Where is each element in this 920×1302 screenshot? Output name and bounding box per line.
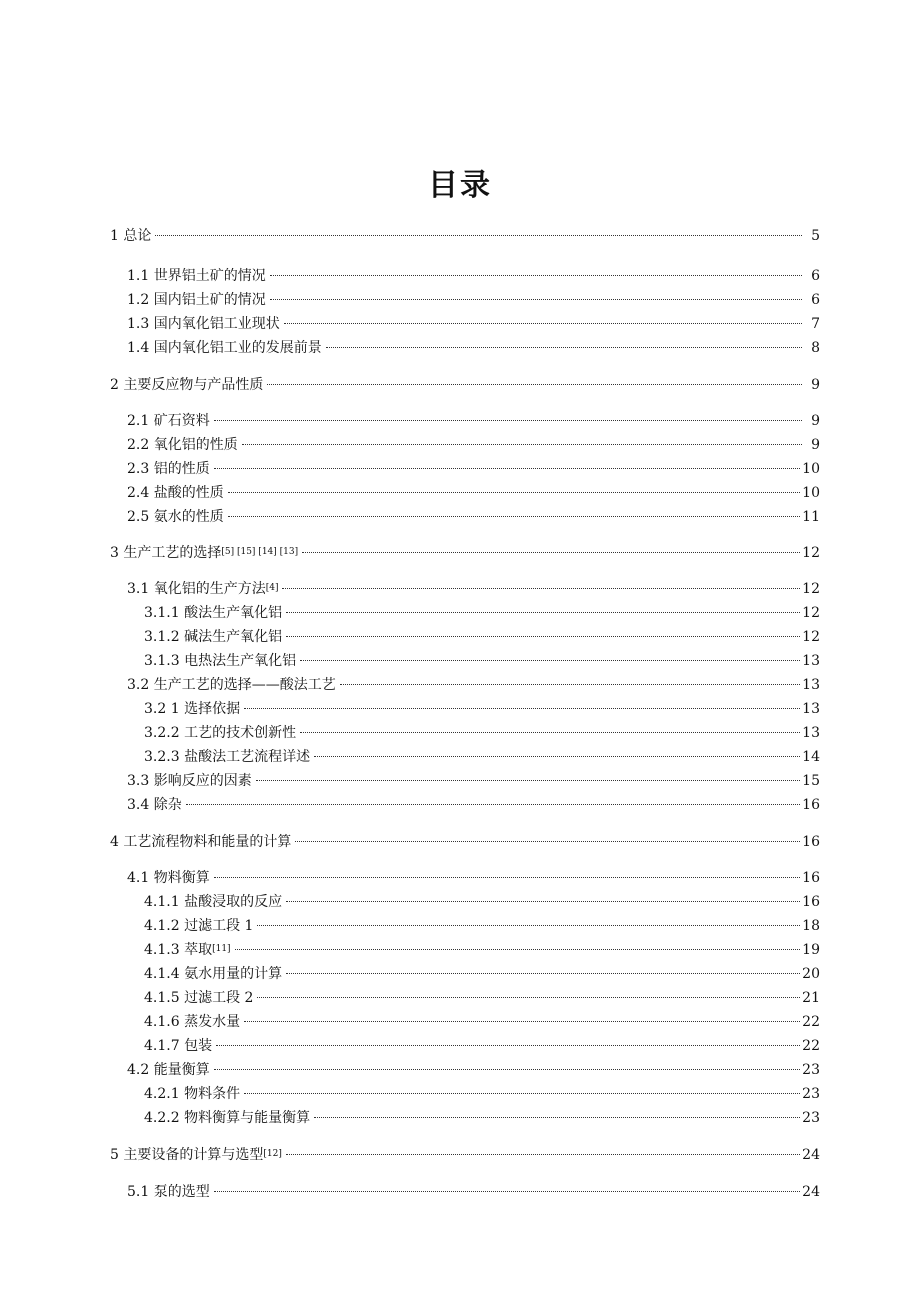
- toc-entry[interactable]: [144, 725, 820, 741]
- toc-entry-title: 2.3 铝的性质: [127, 461, 210, 477]
- toc-entry[interactable]: [127, 677, 820, 693]
- toc-dot-leader: [295, 841, 800, 842]
- toc-entry-page-number: 22: [802, 1014, 820, 1030]
- toc-dot-leader: [214, 1191, 800, 1192]
- toc-dot-leader: [284, 323, 802, 324]
- toc-dot-leader: [214, 420, 802, 421]
- toc-dot-leader: [267, 384, 802, 385]
- toc-entry-citation: [12]: [263, 1149, 282, 1159]
- toc-entry-page-number: 9: [811, 413, 820, 429]
- toc-entry-title: 2 主要反应物与产品性质: [110, 377, 264, 393]
- toc-entry[interactable]: [127, 1062, 820, 1078]
- toc-entry-title: 3.4 除杂: [127, 797, 182, 813]
- toc-entry-page-number: 13: [802, 725, 820, 741]
- toc-entry-title: 3.1.1 酸法生产氧化铝: [144, 605, 283, 621]
- toc-entry-title: 2.2 氧化铝的性质: [127, 437, 238, 453]
- toc-entry[interactable]: [127, 340, 820, 356]
- toc-dot-leader: [214, 468, 800, 469]
- toc-entry-title: 4.1 物料衡算: [127, 870, 210, 886]
- toc-entry-title: 4.1.2 过滤工段 1: [144, 918, 254, 934]
- toc-dot-leader: [257, 997, 800, 998]
- toc-entry-page-number: 18: [802, 918, 820, 934]
- toc-entry-title: 3 生产工艺的选择: [110, 545, 222, 561]
- toc-dot-leader: [302, 552, 800, 553]
- toc-entry-title: 3.2.2 工艺的技术创新性: [144, 725, 297, 741]
- toc-entry-title: 3.2 生产工艺的选择——酸法工艺: [127, 677, 336, 693]
- toc-entry-title: 5.1 泵的选型: [127, 1184, 210, 1200]
- toc-entry-page-number: 13: [802, 677, 820, 693]
- toc-dot-leader: [286, 636, 800, 637]
- toc-entry-page-number: 7: [811, 316, 820, 332]
- toc-entry-page-number: 13: [802, 653, 820, 669]
- toc-dot-leader: [286, 901, 800, 902]
- toc-dot-leader: [300, 660, 800, 661]
- page-title: 目录: [428, 168, 492, 203]
- toc-entry-page-number: 22: [802, 1038, 820, 1054]
- toc-entry-title: 4.1.7 包装: [144, 1038, 213, 1054]
- toc-entry-page-number: 19: [802, 942, 820, 958]
- toc-entry-page-number: 10: [802, 461, 820, 477]
- toc-dot-leader: [286, 612, 800, 613]
- toc-entry-page-number: 12: [802, 605, 820, 621]
- toc-entry[interactable]: [127, 797, 820, 813]
- toc-entry-title: 3.2.3 盐酸法工艺流程详述: [144, 749, 311, 765]
- toc-entry-citation: [5] [15] [14] [13]: [221, 547, 299, 557]
- toc-entry[interactable]: [127, 292, 820, 308]
- toc-entry-title: 1.4 国内氧化铝工业的发展前景: [127, 340, 322, 356]
- toc-entry-title: 3.1.3 电热法生产氧化铝: [144, 653, 297, 669]
- toc-entry-citation: [4]: [265, 583, 279, 593]
- toc-dot-leader: [286, 1154, 800, 1155]
- toc-entry-page-number: 24: [802, 1184, 820, 1200]
- toc-entry-page-number: 21: [802, 990, 820, 1006]
- toc-entry[interactable]: [144, 1038, 820, 1054]
- toc-entry-page-number: 6: [811, 268, 820, 284]
- toc-entry-page-number: 10: [802, 485, 820, 501]
- toc-entry[interactable]: [127, 870, 820, 886]
- toc-entry[interactable]: [110, 228, 820, 244]
- toc-dot-leader: [228, 492, 800, 493]
- toc-entry-title: 4.1.5 过滤工段 2: [144, 990, 254, 1006]
- toc-entry-page-number: 12: [802, 545, 820, 561]
- toc-entry[interactable]: [144, 749, 820, 765]
- toc-dot-leader: [286, 973, 800, 974]
- toc-dot-leader: [186, 804, 800, 805]
- toc-entry-page-number: 23: [802, 1086, 820, 1102]
- toc-entry[interactable]: [127, 581, 820, 599]
- toc-entry-page-number: 23: [802, 1062, 820, 1078]
- toc-dot-leader: [300, 732, 800, 733]
- toc-entry-title: 1.2 国内铝土矿的情况: [127, 292, 266, 308]
- toc-entry[interactable]: [110, 834, 820, 850]
- toc-dot-leader: [270, 299, 802, 300]
- toc-entry-page-number: 9: [811, 377, 820, 393]
- toc-entry-title: 3.1 氧化铝的生产方法: [127, 581, 266, 597]
- toc-entry[interactable]: [144, 942, 820, 960]
- toc-dot-leader: [244, 1093, 800, 1094]
- toc-entry-title: 4.1.1 盐酸浸取的反应: [144, 894, 283, 910]
- toc-entry-page-number: 16: [802, 834, 820, 850]
- toc-entry-page-number: 6: [811, 292, 820, 308]
- toc-dot-leader: [256, 780, 800, 781]
- toc-entry-title: 5 主要设备的计算与选型: [110, 1147, 264, 1163]
- toc-entry-title: 4.1.3 萃取: [144, 942, 213, 958]
- toc-entry[interactable]: [127, 413, 820, 429]
- toc-dot-leader: [340, 684, 800, 685]
- toc-dot-leader: [242, 444, 802, 445]
- toc-entry-page-number: 8: [811, 340, 820, 356]
- toc-entry[interactable]: [144, 918, 820, 934]
- toc-entry-page-number: 16: [802, 870, 820, 886]
- toc-dot-leader: [228, 516, 800, 517]
- toc-dot-leader: [244, 708, 800, 709]
- toc-entry-title: 4 工艺流程物料和能量的计算: [110, 834, 292, 850]
- toc-dot-leader: [155, 235, 802, 236]
- toc-entry[interactable]: [144, 653, 820, 669]
- toc-entry[interactable]: [127, 509, 820, 525]
- toc-entry-title: 2.5 氨水的性质: [127, 509, 224, 525]
- toc-entry-page-number: 16: [802, 797, 820, 813]
- toc-dot-leader: [216, 1045, 800, 1046]
- toc-dot-leader: [282, 588, 800, 589]
- toc-dot-leader: [314, 756, 800, 757]
- toc-dot-leader: [314, 1117, 800, 1118]
- toc-entry[interactable]: [144, 966, 820, 982]
- toc-entry[interactable]: [110, 377, 820, 393]
- toc-entry-page-number: 9: [811, 437, 820, 453]
- toc-dot-leader: [244, 1021, 800, 1022]
- toc-entry-page-number: 11: [802, 509, 820, 525]
- toc-entry[interactable]: [144, 701, 820, 717]
- toc-dot-leader: [214, 877, 800, 878]
- toc-entry-title: 1.3 国内氧化铝工业现状: [127, 316, 280, 332]
- toc-entry[interactable]: [127, 773, 820, 789]
- toc-entry-page-number: 5: [811, 228, 820, 244]
- toc-entry[interactable]: [127, 461, 820, 477]
- toc-entry[interactable]: [127, 268, 820, 284]
- toc-entry-title: 4.1.4 氨水用量的计算: [144, 966, 283, 982]
- toc-entry[interactable]: [144, 629, 820, 645]
- toc-entry[interactable]: [110, 1147, 820, 1165]
- toc-entry-title: 3.1.2 碱法生产氧化铝: [144, 629, 283, 645]
- toc-entry-title: 4.2.1 物料条件: [144, 1086, 241, 1102]
- toc-entry-title: 3.2 1 选择依据: [144, 701, 241, 717]
- toc-entry-page-number: 20: [802, 966, 820, 982]
- toc-entry[interactable]: [127, 1184, 820, 1200]
- toc-entry-page-number: 13: [802, 701, 820, 717]
- toc-entry-title: 3.3 影响反应的因素: [127, 773, 252, 789]
- toc-entry[interactable]: [144, 894, 820, 910]
- toc-entry-title: 4.2 能量衡算: [127, 1062, 210, 1078]
- toc-entry-title: 2.1 矿石资料: [127, 413, 210, 429]
- toc-entry-page-number: 14: [802, 749, 820, 765]
- toc-dot-leader: [214, 1069, 800, 1070]
- toc-entry-page-number: 15: [802, 773, 820, 789]
- toc-entry-page-number: 12: [802, 581, 820, 597]
- toc-entry[interactable]: [127, 437, 820, 453]
- toc-entry-page-number: 12: [802, 629, 820, 645]
- toc-entry-page-number: 16: [802, 894, 820, 910]
- toc-entry-title: 1.1 世界铝土矿的情况: [127, 268, 266, 284]
- toc-entry-title: 1 总论: [110, 228, 152, 244]
- toc-entry[interactable]: [144, 990, 820, 1006]
- toc-dot-leader: [257, 925, 800, 926]
- toc-entry-title: 4.2.2 物料衡算与能量衡算: [144, 1110, 311, 1126]
- toc-entry-title: 2.4 盐酸的性质: [127, 485, 224, 501]
- toc-entry-page-number: 23: [802, 1110, 820, 1126]
- toc-entry[interactable]: [127, 316, 820, 332]
- toc-entry[interactable]: [127, 485, 820, 501]
- toc-entry-page-number: 24: [802, 1147, 820, 1163]
- toc-entry[interactable]: [144, 1014, 820, 1030]
- toc-dot-leader: [235, 949, 801, 950]
- toc-entry[interactable]: [144, 1110, 820, 1126]
- toc-dot-leader: [326, 347, 802, 348]
- toc-entry-citation: [11]: [212, 944, 231, 954]
- toc-entry[interactable]: [110, 545, 820, 563]
- toc-dot-leader: [270, 275, 802, 276]
- toc-entry-title: 4.1.6 蒸发水量: [144, 1014, 241, 1030]
- toc-entry[interactable]: [144, 605, 820, 621]
- toc-entry[interactable]: [144, 1086, 820, 1102]
